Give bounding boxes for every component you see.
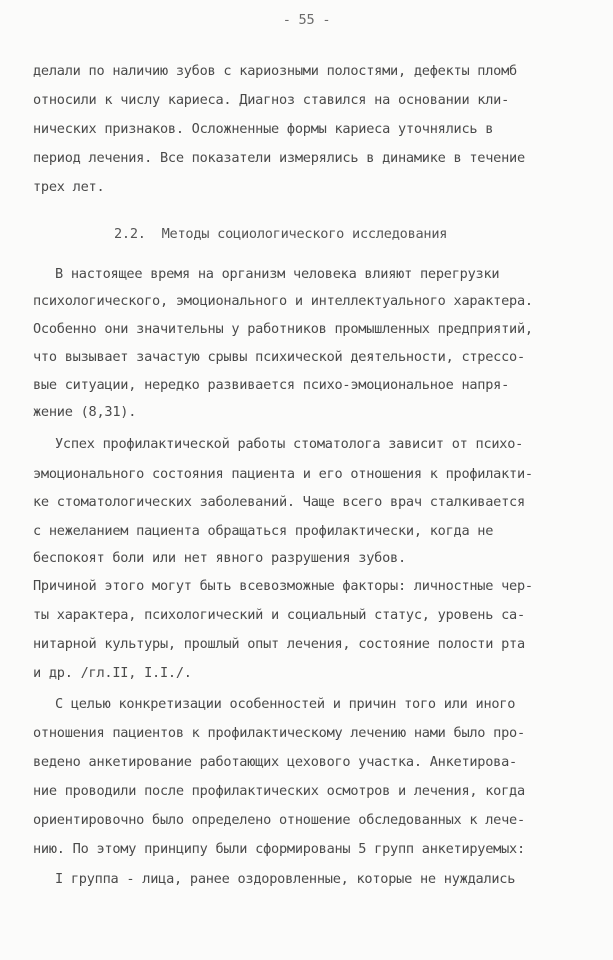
text-line: и др. /гл.II, I.I./. — [33, 665, 192, 681]
text-line: жение (8,31). — [33, 404, 137, 420]
text-line: что вызывает зачастую срывы психической деятельности, стрессо- — [33, 349, 525, 365]
text-line: нию. По этому принципу были сформированы 5 групп анкетируемых: — [33, 841, 525, 857]
text-line: относили к числу кариеса. Диагноз ставился на основании кли- — [33, 92, 510, 108]
text-line: трех лет. — [33, 179, 105, 195]
text-line: I группа - лица, ранее оздоровленные, которые не нуждались — [55, 871, 516, 887]
text-line: вые ситуации, нередко развивается психо-эмоциональное напря- — [33, 377, 510, 393]
text-line: нитарной культуры, прошлый опыт лечения, состояние полости рта — [33, 636, 525, 652]
text-line: эмоционального состояния пациента и его отношения к профилакти- — [33, 466, 533, 482]
text-line: с нежеланием пациента обращаться профилактически, когда не — [33, 523, 494, 539]
text-line: Особенно они значительны у работников промышленных предприятий, — [33, 321, 533, 337]
text-line: ке стоматологических заболеваний. Чаще всего врач сталкивается — [33, 494, 525, 510]
text-line: отношения пациентов к профилактическому лечению нами было про- — [33, 725, 525, 741]
text-line: делали по наличию зубов с кариозными полостями, дефекты пломб — [33, 63, 517, 79]
text-line: Причиной этого могут быть всевозможные факторы: личностные чер- — [33, 578, 533, 594]
page-number: - 55 - — [282, 12, 331, 28]
section-heading: 2.2. Методы социологического исследования — [114, 226, 448, 242]
text-line: ние проводили после профилактических осмотров и лечения, когда — [33, 783, 525, 799]
text-line: ведено анкетирование работающих цехового участка. Анкетирова- — [33, 754, 517, 770]
text-line: ты характера, психологический и социальный статус, уровень са- — [33, 607, 525, 623]
text-line: психологического, эмоционального и интеллектуального характера. — [33, 293, 533, 309]
text-line: С целью конкретизации особенностей и причин того или иного — [55, 696, 516, 712]
text-line: ориентировочно было определено отношение обследованных к лече- — [33, 812, 525, 828]
text-line: беспокоят боли или нет явного разрушения зубов. — [33, 550, 406, 566]
text-line: нических признаков. Осложненные формы кариеса уточнялись в — [33, 121, 494, 137]
text-line: Успех профилактической работы стоматолога зависит от психо- — [55, 436, 524, 452]
text-line: В настоящее время на организм человека влияют перегрузки — [55, 266, 500, 282]
text-line: период лечения. Все показатели измерялись в динамике в течение — [33, 150, 525, 166]
